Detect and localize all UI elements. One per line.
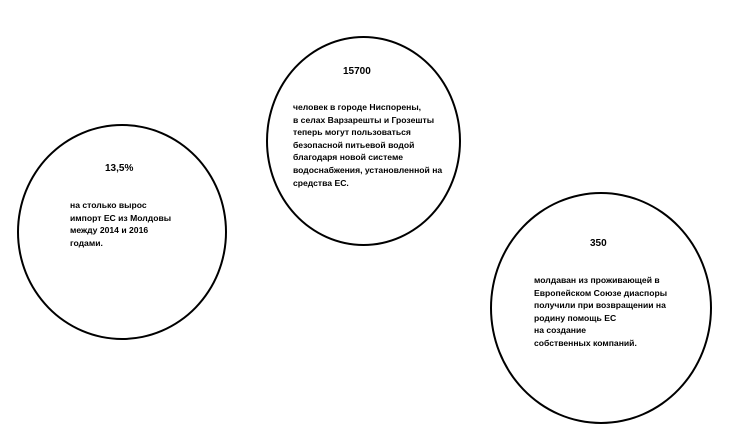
fact-description-line: благодаря новой системе — [293, 152, 404, 163]
fact-circle-import-growth — [17, 124, 227, 340]
fact-description-line: в селах Варзарешты и Грозешты — [293, 114, 435, 125]
fact-circle-water-supply — [266, 36, 461, 246]
fact-description-line: родину помощь ЕС — [534, 312, 617, 323]
fact-description-line: средства ЕС. — [293, 177, 349, 188]
fact-description — [534, 274, 667, 350]
fact-description — [70, 199, 171, 249]
fact-description-line: на столько вырос — [70, 200, 147, 210]
fact-description-line: безопасной питьевой водой — [293, 139, 415, 150]
fact-description-line: теперь могут пользоваться — [293, 127, 411, 138]
fact-figure: 13,5% — [105, 163, 134, 174]
fact-description — [293, 101, 442, 189]
fact-description-line: Европейском Союзе диаспоры — [534, 287, 668, 298]
fact-description-line: собственных компаний. — [534, 337, 637, 348]
fact-description-line: водоснабжения, установленной на — [293, 164, 443, 175]
fact-description-line: молдаван из проживающей в — [534, 275, 660, 285]
fact-description-line: человек в городе Ниспорены, — [293, 102, 422, 112]
fact-description-line: годами. — [70, 237, 103, 248]
fact-figure: 15700 — [343, 66, 371, 77]
fact-description-line: получили при возвращении на — [534, 300, 666, 311]
fact-description-line: между 2014 и 2016 — [70, 225, 149, 236]
fact-description-line: на создание — [534, 325, 587, 336]
fact-description-line: импорт ЕС из Молдовы — [70, 212, 172, 223]
fact-circle-diaspora-support — [490, 192, 712, 424]
fact-figure: 350 — [590, 238, 607, 249]
